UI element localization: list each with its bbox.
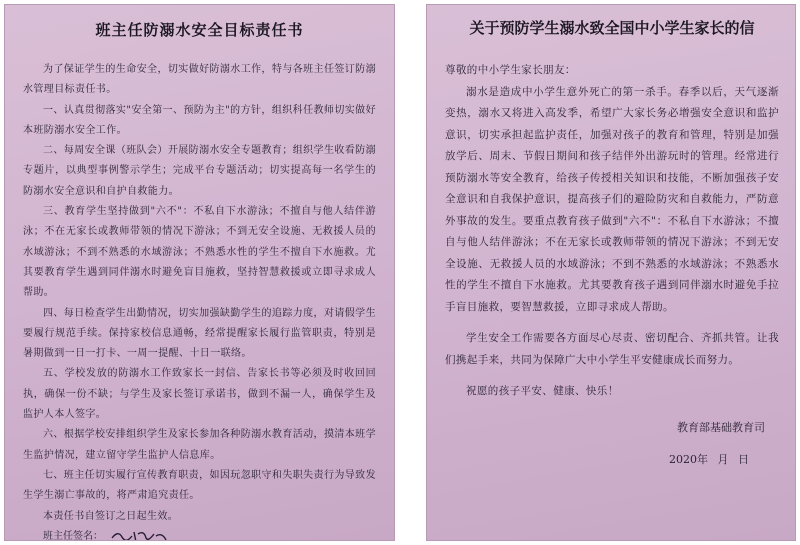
left-paragraph: 二、每周安全课（班队会）开展防溺水安全专题教育；组织学生收看防溺专题片，以典型事例警示学生；完成平台专题活动；切实提高每一名学生的防溺水安全意识和自护自救能力。 [23, 145, 376, 197]
letter-date: 2020年 月 日 [669, 452, 749, 466]
letter-signer: 教育部基础教育司 [677, 420, 765, 434]
left-paragraph: 五、学校发放的防溺水工作致家长一封信、告家长书等必须及时收回回执，确保一份不缺；与学生及家长签订承诺书，做到不漏一人，确保学生及监护人本人签字。 [23, 368, 376, 421]
left-paragraph: 四、每日检查学生出勤情况，切实加强缺勤学生的追踪力度，对请假学生要履行规范手续。保持家校信息通畅，经常提醒家长履行监管职责，特别是暑期做到一日一打卡、一周一提醒、十日一联络。 [23, 307, 376, 360]
left-paragraph: 六、根据学校安排组织学生及家长参加各种防溺水教育活动，摸清本班学生监护情况，建立留守学生监护人信息库。 [23, 429, 376, 461]
left-paragraph: 本责任书自签订之日起生效。 [43, 510, 179, 522]
right-document-sheet [426, 4, 796, 541]
signature-label: 班主任签名： [43, 530, 103, 541]
left-document-title: 班主任防溺水安全目标责任书 [95, 21, 304, 39]
left-paragraph: 七、班主任切实履行宣传教育职责，如因玩忽职守和失职失责行为导致发生学生溺亡事故的，将严肃追究责任。 [23, 469, 376, 502]
left-paragraph: 为了保证学生的生命安全，切实做好防溺水工作，特与各班主任签订防溺水管理目标责任书。 [23, 64, 376, 96]
letter-paragraph: 溺水是造成中小学生意外死亡的第一杀手。春季以后，天气逐渐变热，溺水又将进入高发季，希望广大家长务必增强安全意识和监护意识，切实承担起监护责任，加强对孩子的教育和管理，特别是加强放学后、周末、节假日期间和孩子结伴外出游玩时的管理。经常进行预防溺水等安全教育，给孩子传授相关知识和技能，不断加强孩子安全意识和自我保护意识，提高孩子们的避险防灾和自救能力，严防意外事故的发生。要重点教育孩子做到"六不"：不私自下水游泳；不擅自与他人结伴游泳；不在无家长或教师带领的情况下游泳；不到无安全设施、无救援人员的水域游泳；不到不熟悉的水域游泳；不熟悉水性的学生不擅自下水施救。尤其要教育孩子遇到同伴溺水时避免手拉手盲目施救，要智慧救援，立即寻求成人帮助。 [445, 85, 779, 313]
left-document-sheet [4, 4, 395, 541]
letter-paragraph: 祝愿的孩子平安、健康、快乐！ [466, 385, 619, 397]
handwritten-signature [110, 528, 170, 541]
letter-salutation: 尊敬的中小学生家长朋友： [445, 64, 576, 76]
left-paragraph: 三、教育学生坚持做到"六不"：不私自下水游泳；不擅自与他人结伴游泳；不在无家长或教师带领的情况下游泳；不到无安全设施、无救援人员的水域游泳；不到不熟悉的水域游泳；不熟悉水性的学生不擅自下水施救。尤其要教育学生遇到同伴溺水时避免盲目施救，坚持智慧救援或立即寻求成人帮助。 [23, 206, 376, 299]
letter-paragraph: 学生安全工作需要各方面尽心尽责、密切配合、齐抓共管。让我们携起手来，共同为保障广大中小学生平安健康成长而努力。 [445, 332, 779, 366]
right-document-title: 关于预防学生溺水致全国中小学生家长的信 [469, 19, 755, 37]
left-paragraph: 一、认真贯彻落实"安全第一、预防为主"的方针，组织科任教师切实做好本班防溺水安全工作。 [23, 104, 376, 136]
signature-row [23, 527, 376, 541]
